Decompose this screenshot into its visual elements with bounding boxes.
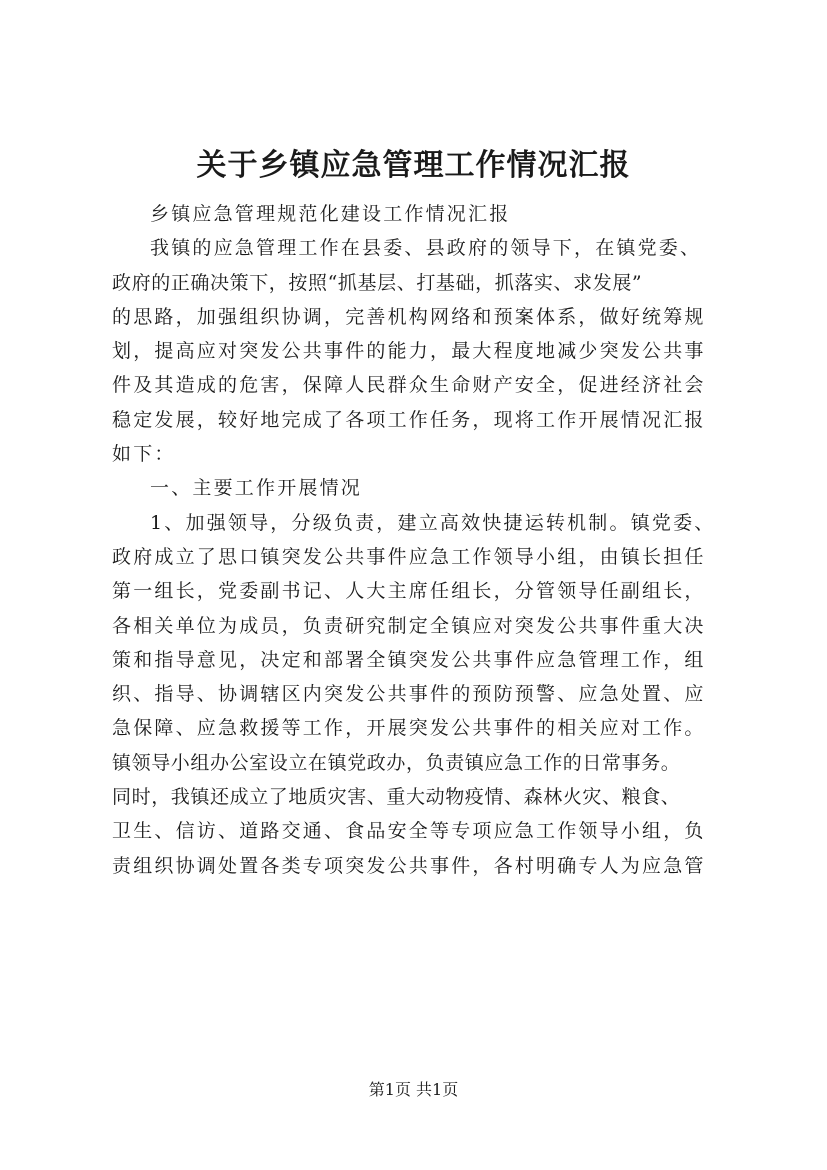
document-body [112, 197, 742, 883]
paragraph-line: 我镇的应急管理工作在县委、县政府的领导下，在镇党委、 [150, 237, 702, 260]
paragraph-line: 政府成立了思口镇突发公共事件应急工作领导小组，由镇长担任 [112, 545, 706, 568]
paragraph-line: 如下： [112, 443, 176, 466]
paragraph-line: 同时，我镇还成立了地质灾害、重大动物疫情、森林火灾、粮食、 [112, 786, 681, 809]
paragraph-line: 政府的正确决策下，按照“抓基层、打基础，抓落实、求发展” [112, 271, 643, 294]
subtitle-line: 乡镇应急管理规范化建设工作情况汇报 [150, 203, 511, 225]
paragraph-line: 策和指导意见，决定和部署全镇突发公共事件应急管理工作，组 [112, 648, 706, 671]
paragraph-line: 卫生、信访、道路交通、食品安全等专项应急工作领导小组，负 [112, 820, 706, 843]
paragraph-line: 稳定发展，较好地完成了各项工作任务，现将工作开展情况汇报 [112, 408, 706, 431]
paragraph-line: 划，提高应对突发公共事件的能力，最大程度地减少突发公共事 [112, 340, 706, 363]
paragraph-line: 镇领导小组办公室设立在镇党政办，负责镇应急工作的日常事务。 [112, 751, 681, 774]
paragraph-line: 织、指导、协调辖区内突发公共事件的预防预警、应急处置、应 [112, 683, 706, 706]
paragraph-line: 1、加强领导，分级负责，建立高效快捷运转机制。镇党委、 [150, 511, 716, 534]
document-title: 关于乡镇应急管理工作情况汇报 [196, 148, 631, 183]
paragraph-line: 各相关单位为成员，负责研究制定全镇应对突发公共事件重大决 [112, 614, 706, 637]
paragraph-line: 急保障、应急救援等工作，开展突发公共事件的相关应对工作。 [112, 717, 706, 740]
page-footer: 第1页 共1页 [368, 1080, 459, 1099]
section-heading: 一、主要工作开展情况 [150, 477, 363, 500]
paragraph-line: 第一组长，党委副书记、人大主席任组长，分管领导任副组长， [112, 580, 706, 603]
paragraph-line: 责组织协调处置各类专项突发公共事件，各村明确专人为应急管 [112, 854, 706, 877]
paragraph-line: 件及其造成的危害，保障人民群众生命财产安全，促进经济社会 [112, 374, 706, 397]
paragraph-line: 的思路，加强组织协调，完善机构网络和预案体系，做好统筹规 [112, 305, 706, 328]
